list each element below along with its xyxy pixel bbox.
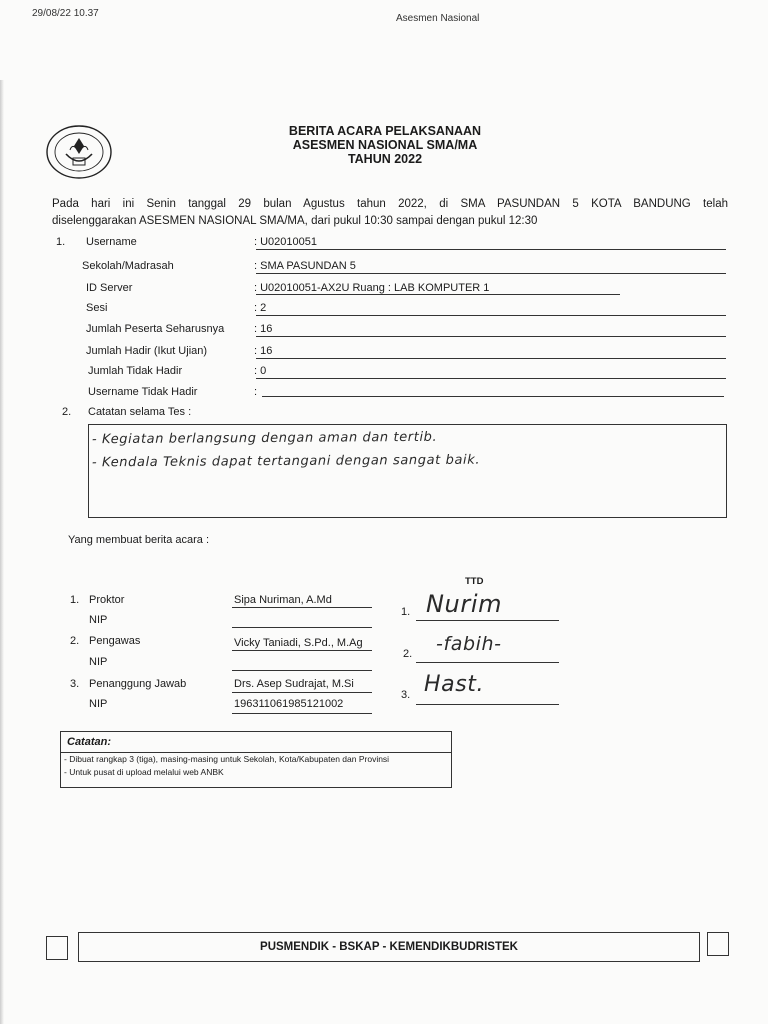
handwritten-signature: -fabih- <box>436 633 502 655</box>
field-underline <box>256 358 726 359</box>
signature-number: 1. <box>401 606 411 618</box>
catatan-box <box>60 731 452 788</box>
nip-label: NIP <box>89 656 108 668</box>
signer-underline <box>232 650 372 651</box>
signer-number: 3. <box>70 678 80 690</box>
field-value: : SMA PASUNDAN 5 <box>254 260 356 272</box>
nip-underline <box>232 713 372 714</box>
field-label: Jumlah Tidak Hadir <box>88 365 183 377</box>
field-underline <box>256 249 726 250</box>
signature-line <box>416 620 559 621</box>
field-underline <box>256 378 726 379</box>
nip-underline <box>232 670 372 671</box>
field-value: : 16 <box>254 323 273 335</box>
signer-underline <box>232 692 372 693</box>
field-value: : U02010051-AX2U Ruang : LAB KOMPUTER 1 <box>254 282 490 294</box>
handwritten-note: - Kegiatan berlangsung dengan aman dan tertib. <box>91 429 438 448</box>
signer-underline <box>232 607 372 608</box>
signature-line <box>416 704 559 705</box>
signer-number: 1. <box>70 594 80 606</box>
catatan-item: - Untuk pusat di upload melalui web ANBK <box>64 767 224 777</box>
nip-value: 196311061985121002 <box>234 698 344 710</box>
field-underline <box>256 336 726 337</box>
field-underline <box>256 273 726 274</box>
handwritten-signature: Hast. <box>424 672 485 697</box>
intro-paragraph: Pada hari ini Senin tanggal 29 bulan Agustus tahun 2022, di SMA PASUNDAN 5 KOTA BANDUNG telah diselenggarakan ASESMEN NASIONAL SMA/MA, dari pukul 10:30 sampai dengan pukul 12:30 <box>52 198 728 227</box>
field-label: Jumlah Hadir (Ikut Ujian) <box>86 345 208 357</box>
section-2-label: Catatan selama Tes : <box>88 406 192 418</box>
signer-role: Proktor <box>89 594 125 606</box>
footer-bar: PUSMENDIK - BSKAP - KEMENDIKBUDRISTEK <box>78 932 700 962</box>
field-value: : U02010051 <box>254 236 317 248</box>
signer-role: Penanggung Jawab <box>89 678 187 690</box>
nip-label: NIP <box>89 698 108 710</box>
ttd-label: TTD <box>465 576 484 587</box>
document-title: BERITA ACARA PELAKSANAAN ASESMEN NASIONAL SMA/MA TAHUN 2022 <box>288 124 482 166</box>
signer-number: 2. <box>70 635 80 647</box>
handwritten-note: - Kendala Teknis dapat tertangani dengan sangat baik. <box>91 452 481 471</box>
field-label: Username Tidak Hadir <box>88 386 198 398</box>
field-label: Sesi <box>86 302 108 314</box>
field-value: : 2 <box>254 302 267 314</box>
field-label: Username <box>86 236 137 248</box>
field-underline <box>256 294 620 295</box>
print-site-title: Asesmen Nasional <box>396 13 480 24</box>
field-underline <box>256 315 726 316</box>
handwritten-signature: Nurim <box>426 590 503 618</box>
scan-edge <box>0 80 4 1024</box>
footer-left-square <box>46 936 68 960</box>
field-value: : 16 <box>254 345 273 357</box>
signature-line <box>416 662 559 663</box>
made-by-label: Yang membuat berita acara : <box>68 534 210 546</box>
nip-label: NIP <box>89 614 108 626</box>
signature-number: 3. <box>401 689 411 701</box>
footer-right-square <box>707 932 729 956</box>
field-value: : 0 <box>254 365 267 377</box>
field-label: Jumlah Peserta Seharusnya <box>86 323 225 335</box>
print-datetime: 29/08/22 10.37 <box>32 8 99 19</box>
field-label: ID Server <box>86 282 133 294</box>
field-label: Sekolah/Madrasah <box>82 260 174 272</box>
nip-underline <box>232 627 372 628</box>
catatan-title: Catatan: <box>61 732 451 753</box>
signer-role: Pengawas <box>89 635 141 647</box>
signer-name: Vicky Taniadi, S.Pd., M.Ag <box>234 637 363 649</box>
field-value: : <box>254 386 258 398</box>
section-1-number: 1. <box>56 236 66 248</box>
signature-number: 2. <box>403 648 413 660</box>
tut-wuri-handayani-logo <box>44 124 114 180</box>
signer-name: Sipa Nuriman, A.Md <box>234 594 332 606</box>
section-2-number: 2. <box>62 406 72 418</box>
catatan-item: - Dibuat rangkap 3 (tiga), masing-masing untuk Sekolah, Kota/Kabupaten dan Provinsi <box>64 754 390 764</box>
field-underline <box>262 396 724 397</box>
signer-name: Drs. Asep Sudrajat, M.Si <box>234 678 354 690</box>
